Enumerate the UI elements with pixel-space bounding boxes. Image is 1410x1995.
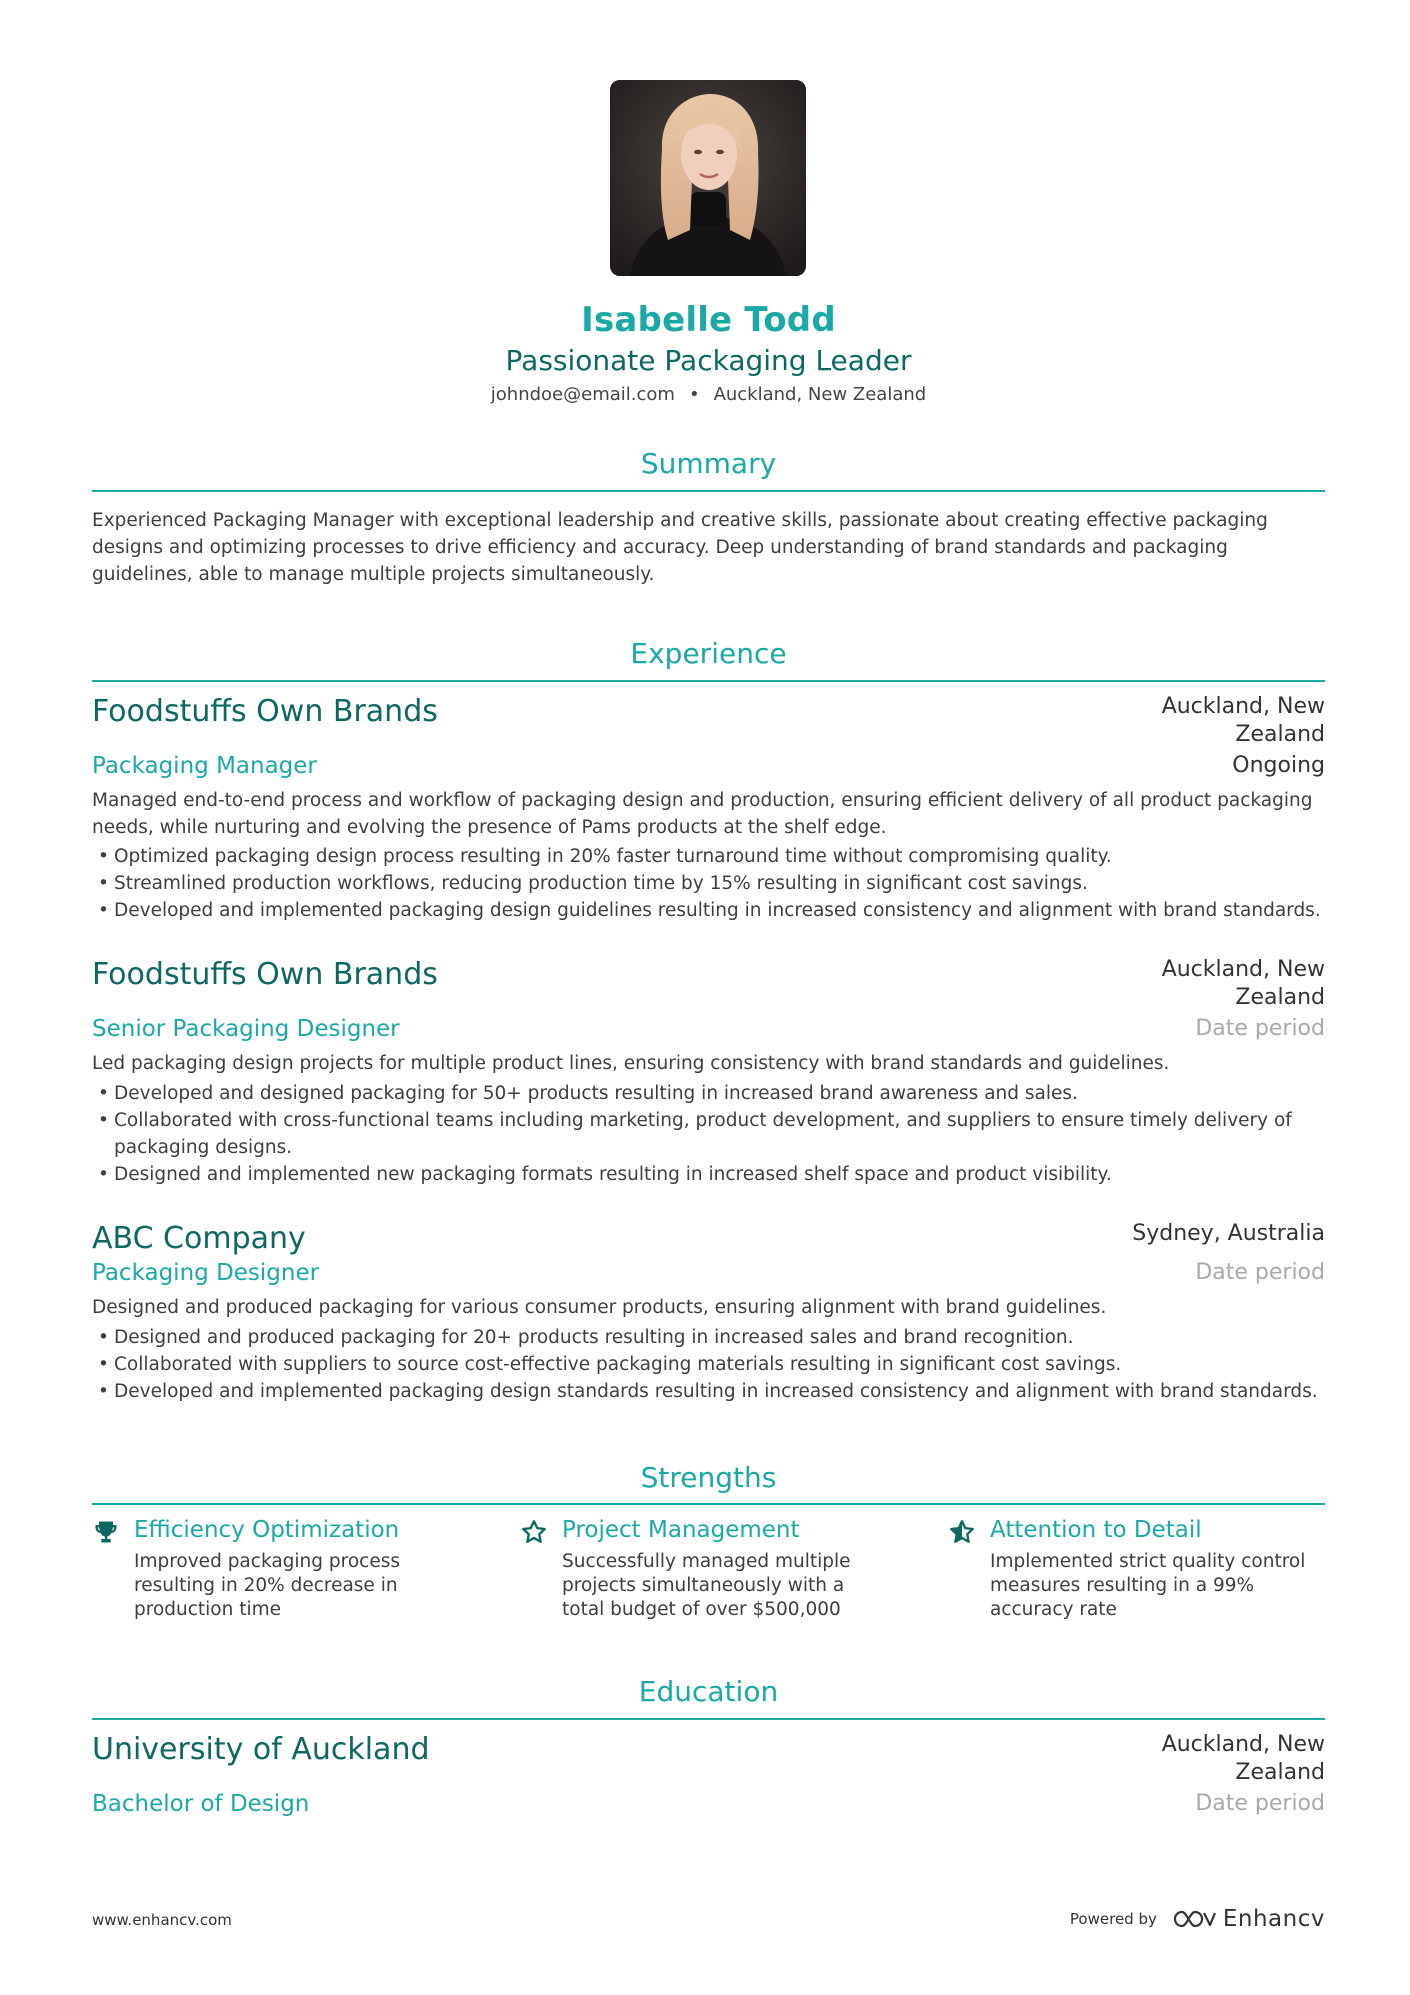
education-divider [92, 1718, 1325, 1720]
achievement-item: • Developed and designed packaging for 50+ products resulting in increased brand awareness and sales. [92, 1080, 1325, 1107]
experience-divider [92, 680, 1325, 682]
experience-entry [92, 1220, 1325, 1420]
company-name: Foodstuffs Own Brands [92, 694, 438, 729]
summary-heading: Summary [640, 447, 777, 480]
job-description: Led packaging design projects for multiple product lines, ensuring consistency with brand standards and guidelines. [92, 1053, 1170, 1074]
achievement-item: • Developed and implemented packaging design standards resulting in increased consistency and alignment with brand standards. [92, 1378, 1325, 1405]
enhancv-logo[interactable] [1171, 1906, 1325, 1932]
footer-branding [1070, 1904, 1325, 1934]
achievement-item: • Collaborated with cross-functional teams including marketing, product development, and suppliers to ensure timely delivery of packaging designs. [92, 1107, 1325, 1161]
summary-divider [92, 490, 1325, 492]
experience-entry [92, 956, 1325, 1196]
strength-description: Successfully managed multiple projects simultaneously with a total budget of over $500,000 [562, 1551, 851, 1620]
company-name: Foodstuffs Own Brands [92, 957, 438, 992]
strength-description: Improved packaging process resulting in 20% decrease in production time [134, 1551, 400, 1620]
candidate-headline: Passionate Packaging Leader [505, 344, 912, 377]
achievement-item: • Developed and implemented packaging design guidelines resulting in increased consistency and alignment with brand standards. [92, 897, 1325, 924]
achievement-item: • Collaborated with suppliers to source cost-effective packaging materials resulting in significant cost savings. [92, 1351, 1325, 1378]
job-title: Senior Packaging Designer [92, 1016, 400, 1042]
job-title: Packaging Designer [92, 1260, 320, 1286]
resume-header [92, 297, 1325, 407]
powered-by-label: Powered by [1069, 1910, 1157, 1928]
experience-entry [92, 693, 1325, 933]
email-link[interactable]: johndoe@email.com [490, 384, 675, 405]
profile-photo [610, 80, 806, 276]
experience-heading: Experience [630, 637, 787, 670]
brand-name: Enhancv [1222, 1906, 1325, 1932]
school-name: University of Auckland [92, 1732, 430, 1767]
contact-line [92, 383, 1325, 407]
trophy-icon [92, 1518, 120, 1546]
company-name: ABC Company [92, 1221, 306, 1256]
strength-title: Efficiency Optimization [134, 1517, 400, 1543]
job-location: Auckland, New Zealand [1161, 694, 1325, 747]
strength-description: Implemented strict quality control measures resulting in a 99% accuracy rate [990, 1551, 1306, 1620]
achievement-list [92, 1080, 1325, 1188]
star-half-icon [948, 1518, 976, 1546]
degree-name: Bachelor of Design [92, 1791, 310, 1817]
job-period: Date period [1195, 1260, 1325, 1285]
strengths-heading: Strengths [640, 1461, 777, 1494]
job-title: Packaging Manager [92, 753, 317, 779]
contact-location: Auckland, New Zealand [713, 384, 927, 405]
achievement-item: • Streamlined production workflows, reducing production time by 15% resulting in significant cost savings. [92, 870, 1325, 897]
education-period: Date period [1195, 1791, 1325, 1816]
achievement-list [92, 1324, 1325, 1405]
job-description: Managed end-to-end process and workflow of packaging design and production, ensuring efficient delivery of all product packaging needs, while nurturing and evolving the presence of Pams products at the shelf edge. [92, 790, 1313, 838]
summary-text: Experienced Packaging Manager with exceptional leadership and creative skills, passionate about creating effective packaging designs and optimizing processes to drive efficiency and accuracy. Deep understanding of brand standards and packaging guidelines, able to manage multiple projects simultaneously. [92, 510, 1268, 585]
star-outline-icon [520, 1518, 548, 1546]
job-description: Designed and produced packaging for various consumer products, ensuring alignment with brand guidelines. [92, 1297, 1107, 1318]
strength-title: Project Management [562, 1517, 800, 1543]
school-location: Auckland, New Zealand [1161, 1732, 1325, 1785]
enhancv-logo-icon [1171, 1907, 1217, 1931]
education-heading: Education [638, 1675, 779, 1708]
achievement-item: • Optimized packaging design process resulting in 20% faster turnaround time without compromising quality. [92, 843, 1325, 870]
education-entry [92, 1731, 1325, 1831]
job-location: Auckland, New Zealand [1161, 957, 1325, 1010]
achievement-item: • Designed and implemented new packaging formats resulting in increased shelf space and product visibility. [92, 1161, 1325, 1188]
strength-title: Attention to Detail [990, 1517, 1202, 1543]
achievement-item: • Designed and produced packaging for 20+ products resulting in increased sales and brand recognition. [92, 1324, 1325, 1351]
candidate-name: Isabelle Todd [581, 300, 836, 340]
portrait-image [610, 80, 806, 276]
job-location: Sydney, Australia [1132, 1221, 1325, 1246]
job-period: Ongoing [1232, 753, 1325, 778]
strengths-divider [92, 1503, 1325, 1505]
achievement-list [92, 843, 1325, 924]
job-period: Date period [1195, 1016, 1325, 1041]
footer-website-link[interactable]: www.enhancv.com [92, 1911, 232, 1929]
contact-separator: • [688, 384, 700, 405]
